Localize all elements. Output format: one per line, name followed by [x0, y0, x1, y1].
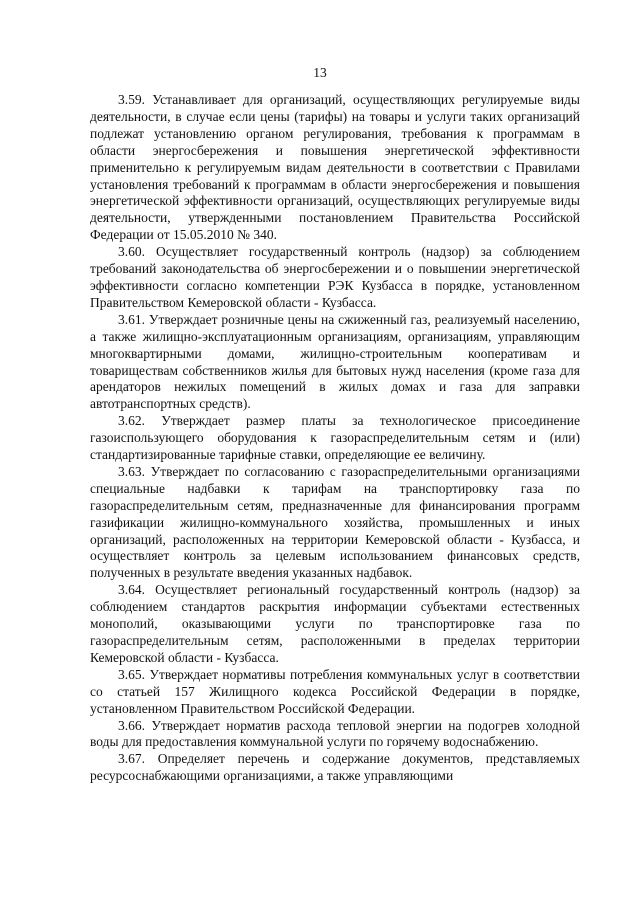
- paragraph-3-66: 3.66. Утверждает норматив расхода тепловой энергии на подогрев холодной воды для предоставления коммунальной услуги по горячему водоснабжению.: [90, 717, 580, 750]
- paragraph-3-60: 3.60. Осуществляет государственный контроль (надзор) за соблюдением требований законодательства об энергосбережении и о повышении энергетической эффективности согласно компетенции РЭК Кузбасса в порядке, установленном Правительством Кемеровской области - Кузбасса.: [90, 244, 580, 310]
- paragraph-3-62: 3.62. Утверждает размер платы за технологическое присоединение газоиспользующего оборудования к газораспределительным сетям и (или) стандартизированные тарифные ставки, определяющие ее величину.: [90, 413, 580, 463]
- paragraph-3-64: 3.64. Осуществляет региональный государственный контроль (надзор) за соблюдением стандартов раскрытия информации субъектами естественных монополий, оказывающими услуги по транспортировке газа по газораспределительным сетям, расположенными в пределах территории Кемеровской области - Кузбасса.: [90, 582, 580, 665]
- paragraph-3-67: 3.67. Определяет перечень и содержание документов, представляемых ресурсоснабжающими организациями, а также управляющими: [90, 751, 580, 784]
- paragraph-3-63: 3.63. Утверждает по согласованию с газораспределительными организациями специальные надбавки к тарифам на транспортировку газа по газораспределительным сетям, предназначенные для финансирования программ газификации жилищно-коммунального хозяйства, промышленных и иных организаций, расположенных на территории Кемеровской области - Кузбасса, и осуществляет контроль за целевым использованием финансовых средств, полученных в результате введения указанных надбавок.: [90, 463, 580, 581]
- paragraph-3-59: 3.59. Устанавливает для организаций, осуществляющих регулируемые виды деятельности, в случае если цены (тарифы) на товары и услуги таких организаций подлежат установлению органом регулирования, требования к программам в области энергосбережения и повышения энергетической эффективности применительно к регулируемым видам деятельности в соответствии с Правилами установления требований к программам в области энергосбережения и повышения энергетической эффективности организаций, осуществляющих регулируемые виды деятельности, утвержденными постановлением Правительства Российской Федерации от 15.05.2010 № 340.: [90, 92, 580, 243]
- document-body: [90, 92, 580, 785]
- paragraph-3-61: 3.61. Утверждает розничные цены на сжиженный газ, реализуемый населению, а также жилищно-эксплуатационным организациям, организациям, управляющим многоквартирными домами, жилищно-строительным кооперативам и товариществам собственников жилья для бытовых нужд населения (кроме газа для арендаторов нежилых помещений в жилых домах и газа для заправки автотранспортных средств).: [90, 311, 580, 412]
- paragraph-3-65: 3.65. Утверждает нормативы потребления коммунальных услуг в соответствии со статьей 157 Жилищного кодекса Российской Федерации в порядке, установленном Правительством Российской Федерации.: [90, 666, 580, 716]
- page-number: 13: [313, 65, 327, 80]
